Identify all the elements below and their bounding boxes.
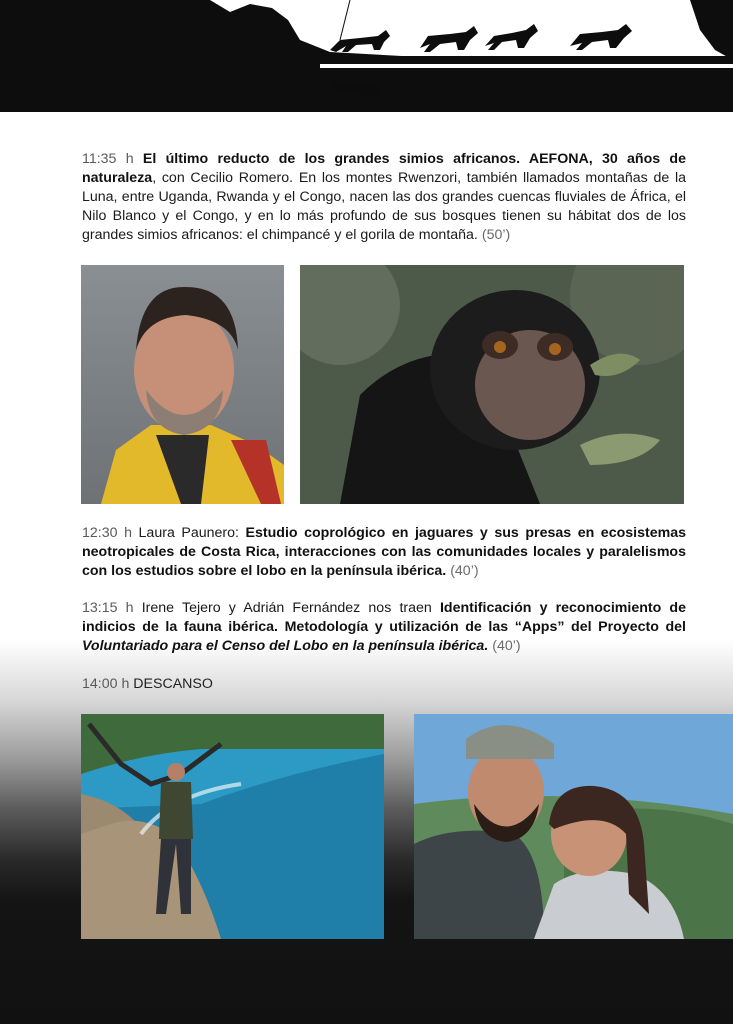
event-title: El último reducto de los grandes simios africanos. AEFONA, 30 años de naturaleza — [82, 151, 686, 186]
event-title: Estudio coprológico en jaguares y sus presas en ecosistemas neotropicales de Costa Rica, interacciones con las comunidades locales y paralelismos con los estudios sobre el lobo en la península ibérica. — [82, 525, 686, 579]
event-title-italic: Voluntariado para el Censo del Lobo en la península ibérica. — [82, 638, 489, 654]
event-presenter: Laura Paunero: — [138, 525, 246, 541]
break-label: DESCANSO — [133, 676, 213, 692]
event-duration: (40’) — [492, 638, 521, 654]
break-line — [82, 676, 213, 692]
presenter-photo-laura — [81, 714, 384, 939]
event-1 — [82, 150, 686, 245]
chimpanzee-photo — [300, 265, 684, 504]
break-time: 14:00 h — [82, 676, 130, 692]
event-time: 11:35 h — [82, 151, 134, 167]
event-title: Identificación y reconocimiento de indicios de la fauna ibérica. Metodología y utilización de las “Apps” del Proyecto del — [82, 600, 686, 635]
event-duration: (40’) — [450, 563, 479, 579]
event-time: 13:15 h — [82, 600, 134, 616]
event-description: En los montes Rwenzori, también llamados montañas de la Luna, entre Uganda, Rwanda y el Congo, nacen las dos grandes cuencas fluviales de África, el Nilo Blanco y el Congo, y en lo más profundo de sus bosques tienen su hábitat dos de los grandes simios africanos: el chimpancé y el gorila de montaña. — [82, 170, 686, 243]
event-2 — [82, 524, 686, 581]
event-time: 12:30 h — [82, 525, 132, 541]
event-duration: (50’) — [481, 227, 511, 243]
wolves-silhouette-banner — [0, 0, 733, 115]
event-presenter: , con Cecilio Romero. — [152, 170, 299, 186]
presenter-photo-irene-adrian — [414, 714, 733, 939]
presenter-photo-cecilio — [81, 265, 284, 504]
event-3 — [82, 599, 686, 656]
event-presenter: Irene Tejero y Adrián Fernández nos traen — [141, 600, 440, 616]
